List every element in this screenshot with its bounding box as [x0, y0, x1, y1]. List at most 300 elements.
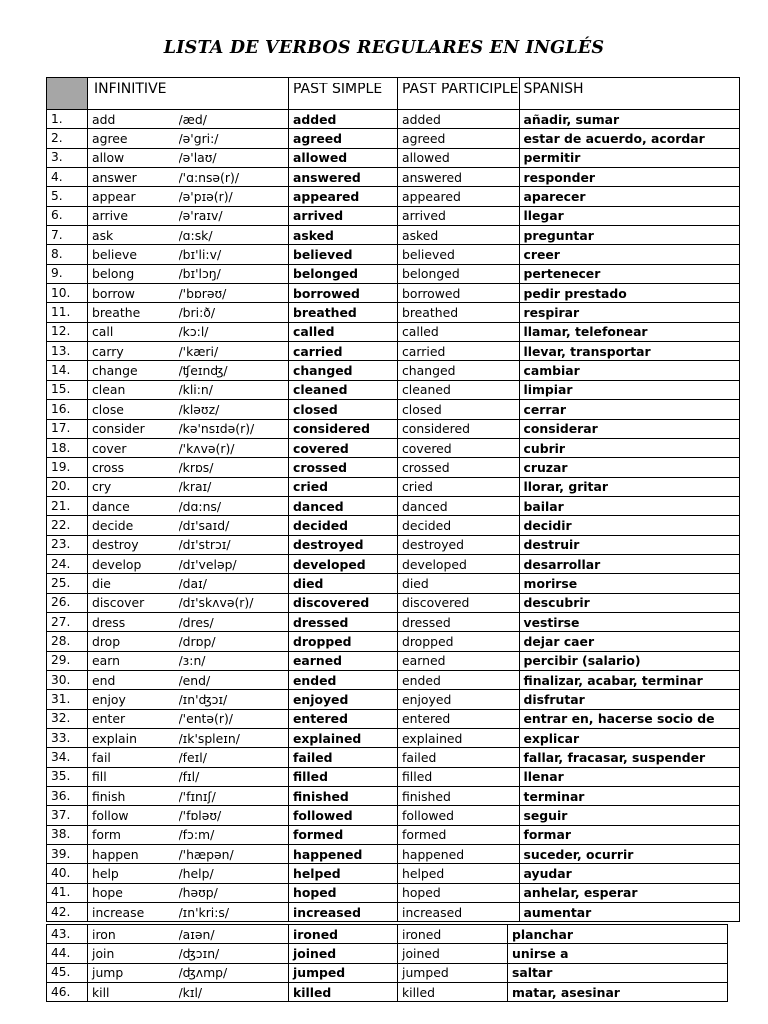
verb-past-simple: asked — [289, 226, 398, 245]
table-row — [47, 110, 740, 129]
verb-pronunciation: /bri:ð/ — [179, 303, 289, 322]
table-row — [47, 651, 740, 670]
verb-past-participle: breathed — [398, 303, 520, 322]
verb-past-participle: enjoyed — [398, 690, 520, 709]
page-title: LISTA DE VERBOS REGULARES EN INGLÉS — [163, 38, 605, 58]
verb-number: 11. — [47, 303, 88, 322]
table-row — [47, 883, 740, 902]
table-row — [47, 477, 740, 496]
verb-spanish: llamar, telefonear — [519, 322, 739, 341]
verb-infinitive: ask — [88, 226, 179, 245]
header-corner-cell — [47, 78, 88, 110]
verb-number: 16. — [47, 400, 88, 419]
verb-past-simple: helped — [289, 864, 398, 883]
verb-infinitive: agree — [88, 129, 179, 148]
verb-pronunciation: /'ɑ:nsə(r)/ — [179, 168, 289, 187]
verb-past-participle: killed — [398, 983, 508, 1002]
verb-number: 40. — [47, 864, 88, 883]
header-infinitive: INFINITIVE — [88, 78, 289, 110]
verb-past-participle: joined — [398, 944, 508, 963]
verb-spanish: dejar caer — [519, 632, 739, 651]
verb-past-simple: allowed — [289, 148, 398, 167]
verb-past-participle: belonged — [398, 264, 520, 283]
verb-number: 34. — [47, 748, 88, 767]
verb-infinitive: finish — [88, 787, 179, 806]
verb-past-simple: jumped — [289, 963, 398, 982]
verb-past-participle: formed — [398, 825, 520, 844]
verb-pronunciation: /fɔ:m/ — [179, 825, 289, 844]
verb-spanish: aparecer — [519, 187, 739, 206]
verb-pronunciation: /ɪn'kri:s/ — [179, 903, 289, 922]
verb-number: 15. — [47, 380, 88, 399]
verb-past-simple: answered — [289, 168, 398, 187]
table-row — [47, 168, 740, 187]
verb-past-participle: followed — [398, 806, 520, 825]
verbs-table-body — [47, 110, 740, 922]
verb-number: 35. — [47, 767, 88, 786]
verb-infinitive: help — [88, 864, 179, 883]
verb-number: 33. — [47, 729, 88, 748]
verb-pronunciation: /krɒs/ — [179, 458, 289, 477]
verb-spanish: cambiar — [519, 361, 739, 380]
verb-past-simple: danced — [289, 496, 398, 515]
verb-past-participle: decided — [398, 516, 520, 535]
verb-spanish: fallar, fracasar, suspender — [519, 748, 739, 767]
table-row — [47, 264, 740, 283]
header-past-simple-label: PAST SIMPLE — [293, 83, 383, 97]
verb-infinitive: arrive — [88, 206, 179, 225]
verb-infinitive: jump — [88, 963, 179, 982]
verb-pronunciation: /daɪ/ — [179, 574, 289, 593]
verb-past-participle: arrived — [398, 206, 520, 225]
table-row — [47, 458, 740, 477]
verb-pronunciation: /aɪən/ — [179, 925, 289, 944]
verb-pronunciation: /ʤɔɪn/ — [179, 944, 289, 963]
verb-spanish: bailar — [519, 496, 739, 515]
verb-past-simple: considered — [289, 419, 398, 438]
verb-infinitive: answer — [88, 168, 179, 187]
verb-past-simple: finished — [289, 787, 398, 806]
verb-past-participle: died — [398, 574, 520, 593]
verb-infinitive: drop — [88, 632, 179, 651]
verb-past-simple: called — [289, 322, 398, 341]
table-row — [47, 903, 740, 922]
verb-number: 41. — [47, 883, 88, 902]
table-row — [47, 709, 740, 728]
verb-spanish: morirse — [519, 574, 739, 593]
verb-number: 25. — [47, 574, 88, 593]
verb-past-simple: carried — [289, 342, 398, 361]
verb-number: 22. — [47, 516, 88, 535]
verb-infinitive: iron — [88, 925, 179, 944]
verb-infinitive: earn — [88, 651, 179, 670]
verb-number: 9. — [47, 264, 88, 283]
verb-number: 39. — [47, 845, 88, 864]
verb-past-participle: called — [398, 322, 520, 341]
verb-infinitive: explain — [88, 729, 179, 748]
verb-pronunciation: /dɑ:ns/ — [179, 496, 289, 515]
table-row — [47, 148, 740, 167]
verb-spanish: llegar — [519, 206, 739, 225]
verb-pronunciation: /ɜ:n/ — [179, 651, 289, 670]
verb-spanish: desarrollar — [519, 554, 739, 573]
table-row — [47, 226, 740, 245]
verb-past-simple: believed — [289, 245, 398, 264]
verb-past-participle: destroyed — [398, 535, 520, 554]
table-row — [47, 767, 740, 786]
verb-pronunciation: /drɒp/ — [179, 632, 289, 651]
verb-number: 6. — [47, 206, 88, 225]
verb-infinitive: discover — [88, 593, 179, 612]
verb-past-simple: failed — [289, 748, 398, 767]
verb-pronunciation: /'hæpən/ — [179, 845, 289, 864]
table-row — [47, 245, 740, 264]
verb-past-simple: changed — [289, 361, 398, 380]
verb-pronunciation: /həʊp/ — [179, 883, 289, 902]
verb-infinitive: call — [88, 322, 179, 341]
verb-number: 14. — [47, 361, 88, 380]
verb-number: 32. — [47, 709, 88, 728]
verbs-table-continued-body — [47, 925, 728, 1002]
verb-infinitive: believe — [88, 245, 179, 264]
verb-number: 36. — [47, 787, 88, 806]
verb-spanish: considerar — [519, 419, 739, 438]
verb-spanish: cubrir — [519, 438, 739, 457]
verb-pronunciation: /bɪ'li:v/ — [179, 245, 289, 264]
verb-past-participle: appeared — [398, 187, 520, 206]
verb-pronunciation: /'entə(r)/ — [179, 709, 289, 728]
verb-past-simple: dropped — [289, 632, 398, 651]
verb-past-simple: filled — [289, 767, 398, 786]
verb-spanish: decidir — [519, 516, 739, 535]
verb-number: 3. — [47, 148, 88, 167]
table-row — [47, 925, 728, 944]
verb-infinitive: cross — [88, 458, 179, 477]
verb-number: 5. — [47, 187, 88, 206]
verb-pronunciation: /ə'raɪv/ — [179, 206, 289, 225]
verb-spanish: matar, asesinar — [508, 983, 728, 1002]
verb-infinitive: dress — [88, 612, 179, 631]
verb-past-participle: increased — [398, 903, 520, 922]
table-row — [47, 632, 740, 651]
verb-number: 31. — [47, 690, 88, 709]
verb-number: 24. — [47, 554, 88, 573]
verb-past-participle: earned — [398, 651, 520, 670]
verb-infinitive: increase — [88, 903, 179, 922]
verb-past-simple: hoped — [289, 883, 398, 902]
verb-infinitive: follow — [88, 806, 179, 825]
verb-pronunciation: /feɪl/ — [179, 748, 289, 767]
verb-spanish: percibir (salario) — [519, 651, 739, 670]
verb-number: 46. — [47, 983, 88, 1002]
verb-spanish: llenar — [519, 767, 739, 786]
verb-spanish: añadir, sumar — [519, 110, 739, 129]
header-past-simple — [289, 78, 398, 110]
verb-pronunciation: /kli:n/ — [179, 380, 289, 399]
verb-number: 13. — [47, 342, 88, 361]
verb-past-simple: cleaned — [289, 380, 398, 399]
table-row — [47, 400, 740, 419]
table-row — [47, 554, 740, 573]
verb-spanish: preguntar — [519, 226, 739, 245]
verb-pronunciation: /ə'laʊ/ — [179, 148, 289, 167]
verb-past-simple: developed — [289, 554, 398, 573]
verb-infinitive: end — [88, 670, 179, 689]
verb-spanish: aumentar — [519, 903, 739, 922]
verb-past-simple: discovered — [289, 593, 398, 612]
verb-infinitive: hope — [88, 883, 179, 902]
verb-pronunciation: /ə'gri:/ — [179, 129, 289, 148]
verb-past-simple: added — [289, 110, 398, 129]
verb-infinitive: enter — [88, 709, 179, 728]
table-row — [47, 438, 740, 457]
table-row — [47, 380, 740, 399]
verb-pronunciation: /dɪ'veləp/ — [179, 554, 289, 573]
verb-pronunciation: /ɪn'ʤɔɪ/ — [179, 690, 289, 709]
verb-number: 21. — [47, 496, 88, 515]
verb-spanish: seguir — [519, 806, 739, 825]
verb-spanish: formar — [519, 825, 739, 844]
verb-spanish: ayudar — [519, 864, 739, 883]
table-row — [47, 361, 740, 380]
verb-past-participle: danced — [398, 496, 520, 515]
verbs-table — [46, 77, 740, 922]
verb-pronunciation: /dres/ — [179, 612, 289, 631]
verb-past-participle: changed — [398, 361, 520, 380]
verb-infinitive: add — [88, 110, 179, 129]
verb-past-participle: developed — [398, 554, 520, 573]
verb-past-simple: crossed — [289, 458, 398, 477]
verb-number: 23. — [47, 535, 88, 554]
verb-spanish: saltar — [508, 963, 728, 982]
verb-past-participle: discovered — [398, 593, 520, 612]
table-row — [47, 206, 740, 225]
verb-past-simple: formed — [289, 825, 398, 844]
verb-infinitive: dance — [88, 496, 179, 515]
verb-number: 26. — [47, 593, 88, 612]
verb-number: 1. — [47, 110, 88, 129]
verb-past-simple: increased — [289, 903, 398, 922]
verb-past-simple: ended — [289, 670, 398, 689]
verb-spanish: destruir — [519, 535, 739, 554]
table-row — [47, 516, 740, 535]
verb-pronunciation: /ʧeɪnʤ/ — [179, 361, 289, 380]
verb-number: 27. — [47, 612, 88, 631]
table-row — [47, 535, 740, 554]
verb-pronunciation: /ɑ:sk/ — [179, 226, 289, 245]
verb-spanish: permitir — [519, 148, 739, 167]
verb-number: 12. — [47, 322, 88, 341]
verb-spanish: creer — [519, 245, 739, 264]
table-row — [47, 342, 740, 361]
verb-past-participle: dressed — [398, 612, 520, 631]
verb-past-simple: earned — [289, 651, 398, 670]
table-row — [47, 690, 740, 709]
verb-past-simple: followed — [289, 806, 398, 825]
verb-past-participle: failed — [398, 748, 520, 767]
verb-past-participle: filled — [398, 767, 520, 786]
verb-infinitive: carry — [88, 342, 179, 361]
table-row — [47, 419, 740, 438]
verb-pronunciation: /ə'pɪə(r)/ — [179, 187, 289, 206]
verb-infinitive: breathe — [88, 303, 179, 322]
verb-past-simple: killed — [289, 983, 398, 1002]
table-row — [47, 496, 740, 515]
verb-past-participle: cried — [398, 477, 520, 496]
table-row — [47, 574, 740, 593]
verb-past-simple: dressed — [289, 612, 398, 631]
verb-infinitive: destroy — [88, 535, 179, 554]
verb-infinitive: kill — [88, 983, 179, 1002]
verb-pronunciation: /'kæri/ — [179, 342, 289, 361]
verb-number: 38. — [47, 825, 88, 844]
verb-infinitive: fail — [88, 748, 179, 767]
verb-number: 8. — [47, 245, 88, 264]
verb-past-simple: covered — [289, 438, 398, 457]
verb-past-simple: died — [289, 574, 398, 593]
verb-pronunciation: /help/ — [179, 864, 289, 883]
verb-number: 45. — [47, 963, 88, 982]
table-row — [47, 729, 740, 748]
verb-number: 7. — [47, 226, 88, 245]
table-row — [47, 670, 740, 689]
verb-past-simple: joined — [289, 944, 398, 963]
table-row — [47, 845, 740, 864]
verb-spanish: vestirse — [519, 612, 739, 631]
verb-pronunciation: /end/ — [179, 670, 289, 689]
verb-spanish: terminar — [519, 787, 739, 806]
verb-past-simple: arrived — [289, 206, 398, 225]
verb-infinitive: belong — [88, 264, 179, 283]
verb-past-simple: entered — [289, 709, 398, 728]
verb-past-participle: happened — [398, 845, 520, 864]
table-row — [47, 864, 740, 883]
verb-past-simple: cried — [289, 477, 398, 496]
verb-spanish: llevar, transportar — [519, 342, 739, 361]
verb-infinitive: happen — [88, 845, 179, 864]
verb-infinitive: clean — [88, 380, 179, 399]
verb-pronunciation: /bɪ'lɔŋ/ — [179, 264, 289, 283]
verb-pronunciation: /kɔ:l/ — [179, 322, 289, 341]
table-row — [47, 303, 740, 322]
verb-number: 17. — [47, 419, 88, 438]
verb-past-participle: considered — [398, 419, 520, 438]
verb-number: 18. — [47, 438, 88, 457]
verb-pronunciation: /dɪ'saɪd/ — [179, 516, 289, 535]
verb-past-participle: closed — [398, 400, 520, 419]
verb-past-simple: belonged — [289, 264, 398, 283]
verb-number: 19. — [47, 458, 88, 477]
verb-past-simple: enjoyed — [289, 690, 398, 709]
verb-past-participle: finished — [398, 787, 520, 806]
verb-past-participle: believed — [398, 245, 520, 264]
table-row — [47, 806, 740, 825]
verb-spanish: finalizar, acabar, terminar — [519, 670, 739, 689]
verb-past-simple: agreed — [289, 129, 398, 148]
verb-number: 10. — [47, 284, 88, 303]
table-row — [47, 748, 740, 767]
verb-infinitive: form — [88, 825, 179, 844]
verb-pronunciation: /ɪk'spleɪn/ — [179, 729, 289, 748]
verb-infinitive: die — [88, 574, 179, 593]
verb-past-participle: jumped — [398, 963, 508, 982]
verb-number: 42. — [47, 903, 88, 922]
verb-spanish: estar de acuerdo, acordar — [519, 129, 739, 148]
verbs-table-continued — [46, 924, 728, 1002]
verb-number: 37. — [47, 806, 88, 825]
verb-past-simple: destroyed — [289, 535, 398, 554]
verb-past-participle: entered — [398, 709, 520, 728]
verb-spanish: entrar en, hacerse socio de — [519, 709, 739, 728]
header-past-participle — [398, 78, 520, 110]
verb-pronunciation: /kraɪ/ — [179, 477, 289, 496]
verb-infinitive: appear — [88, 187, 179, 206]
verb-past-participle: crossed — [398, 458, 520, 477]
verb-pronunciation: /fɪl/ — [179, 767, 289, 786]
table-row — [47, 129, 740, 148]
verb-infinitive: consider — [88, 419, 179, 438]
verb-spanish: suceder, ocurrir — [519, 845, 739, 864]
verb-pronunciation: /ʤʌmp/ — [179, 963, 289, 982]
verb-pronunciation: /'fɒləʊ/ — [179, 806, 289, 825]
verb-past-participle: cleaned — [398, 380, 520, 399]
verb-infinitive: develop — [88, 554, 179, 573]
verb-past-participle: borrowed — [398, 284, 520, 303]
verb-past-participle: ironed — [398, 925, 508, 944]
table-row — [47, 593, 740, 612]
verb-spanish: llorar, gritar — [519, 477, 739, 496]
table-row — [47, 322, 740, 341]
verb-pronunciation: /'fɪnɪʃ/ — [179, 787, 289, 806]
verb-infinitive: change — [88, 361, 179, 380]
verb-spanish: pertenecer — [519, 264, 739, 283]
verb-past-participle: asked — [398, 226, 520, 245]
verb-past-simple: breathed — [289, 303, 398, 322]
verb-spanish: planchar — [508, 925, 728, 944]
verb-past-participle: answered — [398, 168, 520, 187]
verb-number: 44. — [47, 944, 88, 963]
verb-spanish: cruzar — [519, 458, 739, 477]
verb-infinitive: join — [88, 944, 179, 963]
verb-number: 20. — [47, 477, 88, 496]
verb-past-simple: appeared — [289, 187, 398, 206]
verb-past-simple: happened — [289, 845, 398, 864]
verb-past-participle: dropped — [398, 632, 520, 651]
verb-spanish: anhelar, esperar — [519, 883, 739, 902]
verb-number: 43. — [47, 925, 88, 944]
verb-infinitive: cover — [88, 438, 179, 457]
verb-past-participle: covered — [398, 438, 520, 457]
verb-pronunciation: /kɪl/ — [179, 983, 289, 1002]
verb-spanish: cerrar — [519, 400, 739, 419]
verb-infinitive: close — [88, 400, 179, 419]
verb-infinitive: borrow — [88, 284, 179, 303]
table-row — [47, 983, 728, 1002]
verb-past-simple: closed — [289, 400, 398, 419]
verb-pronunciation: /'bɒrəʊ/ — [179, 284, 289, 303]
verb-number: 4. — [47, 168, 88, 187]
table-row — [47, 284, 740, 303]
table-row — [47, 944, 728, 963]
verb-spanish: descubrir — [519, 593, 739, 612]
verb-infinitive: decide — [88, 516, 179, 535]
table-row — [47, 612, 740, 631]
verb-pronunciation: /dɪ'strɔɪ/ — [179, 535, 289, 554]
verb-pronunciation: /æd/ — [179, 110, 289, 129]
verb-number: 29. — [47, 651, 88, 670]
verb-past-simple: explained — [289, 729, 398, 748]
verb-past-participle: added — [398, 110, 520, 129]
